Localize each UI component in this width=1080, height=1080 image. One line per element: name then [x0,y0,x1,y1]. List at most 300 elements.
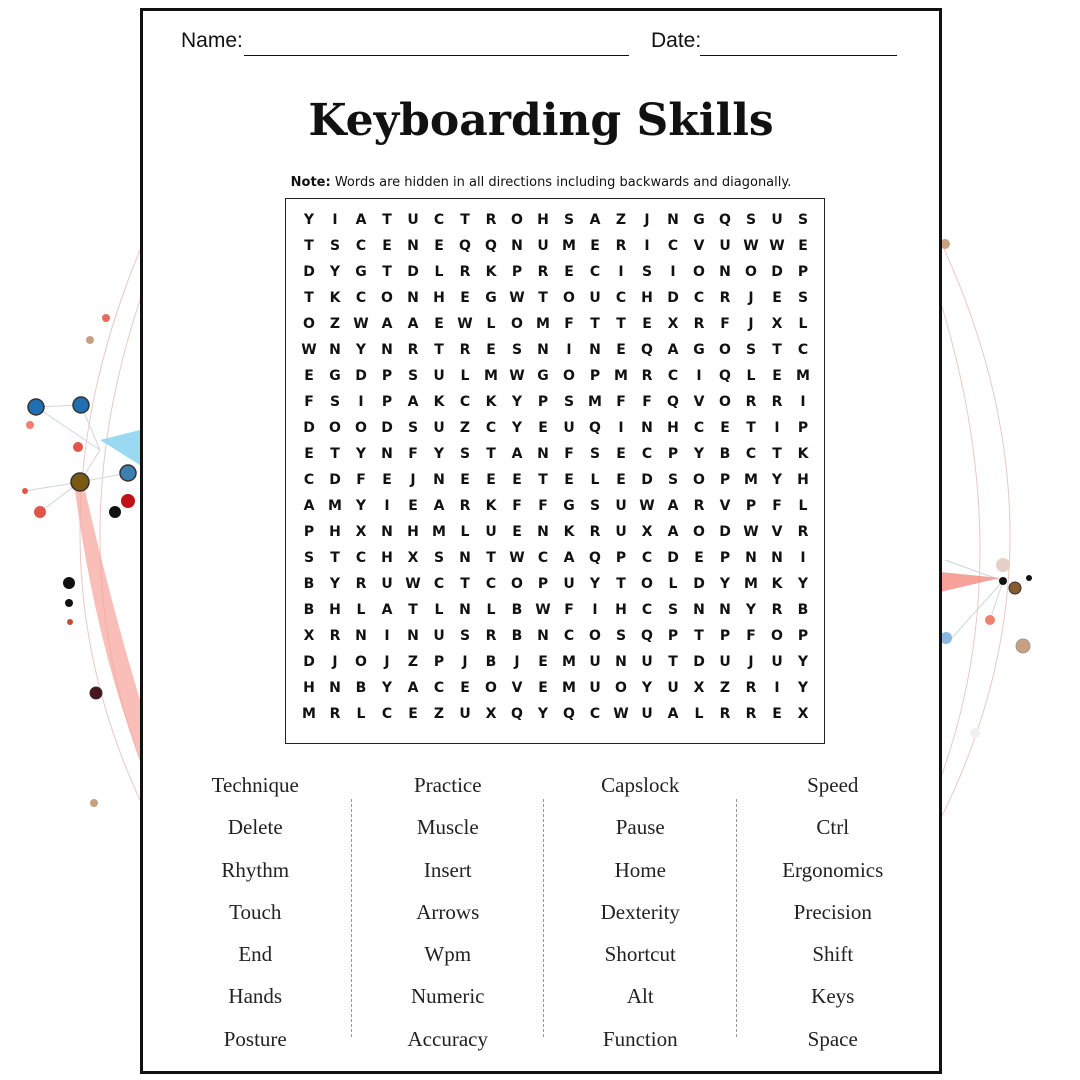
grid-letter[interactable]: T [746,420,756,436]
grid-letter[interactable]: P [615,550,627,566]
grid-letter[interactable]: I [644,238,650,254]
grid-letter[interactable]: P [719,628,731,644]
grid-letter[interactable]: E [798,238,808,254]
grid-letter[interactable]: U [641,706,653,722]
grid-letter[interactable]: T [408,602,418,618]
grid-letter[interactable]: U [771,212,783,228]
grid-letter[interactable]: D [667,550,679,566]
grid-letter[interactable]: G [537,368,549,384]
grid-letter[interactable]: N [667,212,679,228]
grid-letter[interactable]: N [407,290,419,306]
grid-letter[interactable]: J [332,654,338,670]
grid-letter[interactable]: U [719,238,731,254]
grid-letter[interactable]: F [408,446,418,462]
grid-letter[interactable]: L [356,602,366,618]
grid-letter[interactable]: Y [355,498,367,514]
grid-letter[interactable]: R [719,706,731,722]
grid-letter[interactable]: P [745,498,757,514]
grid-letter[interactable]: H [329,602,341,618]
grid-letter[interactable]: N [719,264,731,280]
grid-letter[interactable]: N [459,602,471,618]
grid-letter[interactable]: D [329,472,341,488]
grid-letter[interactable]: C [641,550,653,566]
grid-letter[interactable]: B [303,576,315,592]
grid-letter[interactable]: P [381,394,393,410]
grid-letter[interactable]: V [771,524,783,540]
grid-letter[interactable]: Y [693,446,705,462]
grid-letter[interactable]: W [405,576,421,592]
grid-letter[interactable]: U [563,420,575,436]
grid-letter[interactable]: P [303,524,315,540]
grid-letter[interactable]: Z [329,316,341,332]
grid-letter[interactable]: Y [797,576,809,592]
grid-letter[interactable]: I [618,420,624,436]
grid-letter[interactable]: V [511,680,523,696]
grid-letter[interactable]: O [719,394,731,410]
grid-letter[interactable]: O [511,316,523,332]
grid-letter[interactable]: O [745,264,757,280]
grid-letter[interactable]: V [719,498,731,514]
grid-letter[interactable]: P [537,394,549,410]
grid-letter[interactable]: F [538,498,548,514]
grid-letter[interactable]: T [434,342,444,358]
grid-letter[interactable]: W [613,706,629,722]
grid-letter[interactable]: U [589,654,601,670]
grid-letter[interactable]: R [641,368,653,384]
grid-letter[interactable]: V [693,238,705,254]
grid-letter[interactable]: N [329,680,341,696]
grid-letter[interactable]: A [511,446,523,462]
grid-letter[interactable]: F [304,394,314,410]
grid-letter[interactable]: D [693,576,705,592]
grid-letter[interactable]: T [460,212,470,228]
grid-letter[interactable]: E [512,472,522,488]
grid-letter[interactable]: P [797,264,809,280]
grid-letter[interactable]: U [407,212,419,228]
grid-letter[interactable]: T [694,628,704,644]
grid-letter[interactable]: S [511,342,523,358]
grid-letter[interactable]: R [797,524,809,540]
grid-letter[interactable]: R [459,264,471,280]
grid-letter[interactable]: S [745,212,757,228]
grid-letter[interactable]: P [589,368,601,384]
grid-letter[interactable]: N [615,654,627,670]
grid-letter[interactable]: T [772,446,782,462]
grid-letter[interactable]: J [644,212,650,228]
grid-letter[interactable]: P [511,264,523,280]
grid-letter[interactable]: U [719,654,731,670]
grid-letter[interactable]: B [511,602,523,618]
grid-letter[interactable]: M [744,472,758,488]
name-line[interactable] [244,55,629,56]
grid-letter[interactable]: W [509,550,525,566]
grid-letter[interactable]: M [744,576,758,592]
grid-letter[interactable]: T [486,446,496,462]
grid-letter[interactable]: P [797,420,809,436]
grid-letter[interactable]: M [562,238,576,254]
grid-letter[interactable]: P [537,576,549,592]
grid-letter[interactable]: A [667,342,679,358]
grid-letter[interactable]: L [460,524,470,540]
grid-letter[interactable]: E [304,368,314,384]
grid-letter[interactable]: D [771,264,783,280]
grid-letter[interactable]: F [746,628,756,644]
grid-letter[interactable]: Y [641,680,653,696]
grid-letter[interactable]: P [381,368,393,384]
grid-letter[interactable]: Q [641,342,653,358]
grid-letter[interactable]: D [667,290,679,306]
grid-letter[interactable]: N [329,342,341,358]
grid-letter[interactable]: M [588,394,602,410]
grid-letter[interactable]: M [796,368,810,384]
grid-letter[interactable]: K [771,576,783,592]
grid-letter[interactable]: K [329,290,341,306]
grid-letter[interactable]: C [433,212,445,228]
grid-letter[interactable]: K [485,264,497,280]
grid-letter[interactable]: A [589,212,601,228]
grid-letter[interactable]: Y [719,576,731,592]
grid-letter[interactable]: K [485,394,497,410]
grid-letter[interactable]: M [614,368,628,384]
grid-letter[interactable]: O [511,212,523,228]
grid-letter[interactable]: T [304,238,314,254]
grid-letter[interactable]: G [329,368,341,384]
grid-letter[interactable]: D [693,654,705,670]
grid-letter[interactable]: E [642,316,652,332]
grid-letter[interactable]: N [459,550,471,566]
grid-letter[interactable]: O [641,576,653,592]
grid-letter[interactable]: S [459,628,471,644]
grid-letter[interactable]: H [667,420,679,436]
grid-letter[interactable]: O [771,628,783,644]
grid-letter[interactable]: H [407,524,419,540]
grid-letter[interactable]: O [693,524,705,540]
grid-letter[interactable]: E [434,238,444,254]
grid-letter[interactable]: N [537,342,549,358]
grid-letter[interactable]: C [355,550,367,566]
grid-letter[interactable]: K [563,524,575,540]
grid-letter[interactable]: X [303,628,315,644]
grid-letter[interactable]: A [407,394,419,410]
grid-letter[interactable]: C [459,394,471,410]
grid-letter[interactable]: W [743,238,759,254]
grid-letter[interactable]: G [355,264,367,280]
grid-letter[interactable]: G [693,342,705,358]
grid-letter[interactable]: L [590,472,600,488]
grid-letter[interactable]: E [538,420,548,436]
grid-letter[interactable]: Y [797,680,809,696]
grid-letter[interactable]: K [485,498,497,514]
grid-letter[interactable]: Q [719,212,731,228]
grid-letter[interactable]: F [616,394,626,410]
grid-letter[interactable]: T [616,316,626,332]
grid-letter[interactable]: T [330,446,340,462]
grid-letter[interactable]: W [769,238,785,254]
grid-letter[interactable]: W [535,602,551,618]
grid-letter[interactable]: C [589,264,601,280]
grid-letter[interactable]: P [719,472,731,488]
grid-letter[interactable]: H [433,290,445,306]
grid-letter[interactable]: D [719,524,731,540]
grid-letter[interactable]: I [332,212,338,228]
grid-letter[interactable]: D [355,368,367,384]
grid-letter[interactable]: E [772,368,782,384]
grid-letter[interactable]: D [381,420,393,436]
grid-letter[interactable]: U [459,706,471,722]
grid-letter[interactable]: C [355,238,367,254]
grid-letter[interactable]: M [328,498,342,514]
grid-letter[interactable]: S [589,446,601,462]
grid-letter[interactable]: B [485,654,497,670]
grid-letter[interactable]: N [771,550,783,566]
grid-letter[interactable]: W [639,498,655,514]
grid-letter[interactable]: U [433,420,445,436]
grid-letter[interactable]: F [564,602,574,618]
grid-letter[interactable]: R [719,290,731,306]
grid-letter[interactable]: N [537,524,549,540]
grid-letter[interactable]: O [303,316,315,332]
grid-letter[interactable]: M [536,316,550,332]
grid-letter[interactable]: U [589,680,601,696]
grid-letter[interactable]: E [616,342,626,358]
grid-letter[interactable]: O [589,628,601,644]
grid-letter[interactable]: I [358,394,364,410]
grid-letter[interactable]: S [641,264,653,280]
grid-letter[interactable]: C [433,576,445,592]
grid-letter[interactable]: S [797,290,809,306]
grid-letter[interactable]: A [381,316,393,332]
grid-letter[interactable]: K [433,394,445,410]
grid-letter[interactable]: N [693,602,705,618]
grid-letter[interactable]: E [460,472,470,488]
grid-letter[interactable]: W [509,368,525,384]
grid-letter[interactable]: S [745,342,757,358]
grid-letter[interactable]: B [797,602,809,618]
grid-letter[interactable]: Q [641,628,653,644]
grid-letter[interactable]: N [355,628,367,644]
grid-letter[interactable]: O [719,342,731,358]
grid-letter[interactable]: Z [433,706,445,722]
grid-letter[interactable]: E [564,264,574,280]
grid-letter[interactable]: L [460,368,470,384]
grid-letter[interactable]: U [667,680,679,696]
grid-letter[interactable]: O [485,680,497,696]
grid-letter[interactable]: Q [589,420,601,436]
grid-letter[interactable]: I [566,342,572,358]
grid-letter[interactable]: C [693,290,705,306]
grid-letter[interactable]: D [303,264,315,280]
grid-letter[interactable]: C [797,342,809,358]
grid-letter[interactable]: J [748,654,754,670]
grid-letter[interactable]: R [771,394,783,410]
grid-letter[interactable]: U [615,524,627,540]
grid-letter[interactable]: E [538,680,548,696]
grid-letter[interactable]: U [433,368,445,384]
grid-letter[interactable]: L [668,576,678,592]
grid-letter[interactable]: T [486,550,496,566]
grid-letter[interactable]: N [719,602,731,618]
grid-letter[interactable]: Y [771,472,783,488]
grid-letter[interactable]: W [509,290,525,306]
grid-letter[interactable]: N [407,238,419,254]
grid-letter[interactable]: M [432,524,446,540]
grid-letter[interactable]: X [355,524,367,540]
grid-letter[interactable]: E [616,446,626,462]
grid-letter[interactable]: P [667,628,679,644]
grid-letter[interactable]: P [719,550,731,566]
grid-letter[interactable]: O [381,290,393,306]
grid-letter[interactable]: T [538,472,548,488]
grid-letter[interactable]: H [329,524,341,540]
grid-letter[interactable]: Q [589,550,601,566]
grid-letter[interactable]: C [433,680,445,696]
grid-letter[interactable]: Q [719,368,731,384]
grid-letter[interactable]: Q [511,706,523,722]
grid-letter[interactable]: R [693,498,705,514]
grid-letter[interactable]: E [694,550,704,566]
grid-letter[interactable]: T [330,550,340,566]
grid-letter[interactable]: X [641,524,653,540]
grid-letter[interactable]: T [590,316,600,332]
grid-letter[interactable]: I [800,394,806,410]
grid-letter[interactable]: V [693,394,705,410]
grid-letter[interactable]: E [720,420,730,436]
grid-letter[interactable]: S [407,420,419,436]
grid-letter[interactable]: E [382,238,392,254]
grid-letter[interactable]: H [641,290,653,306]
grid-letter[interactable]: P [797,628,809,644]
grid-letter[interactable]: E [772,706,782,722]
grid-letter[interactable]: E [564,472,574,488]
grid-letter[interactable]: R [485,628,497,644]
grid-letter[interactable]: R [459,342,471,358]
grid-letter[interactable]: O [355,654,367,670]
grid-letter[interactable]: N [407,628,419,644]
grid-letter[interactable]: R [537,264,549,280]
grid-letter[interactable]: O [693,472,705,488]
grid-letter[interactable]: D [303,654,315,670]
grid-letter[interactable]: A [433,498,445,514]
grid-letter[interactable]: J [748,316,754,332]
grid-letter[interactable]: W [457,316,473,332]
grid-letter[interactable]: C [485,420,497,436]
grid-letter[interactable]: H [303,680,315,696]
grid-letter[interactable]: T [304,290,314,306]
grid-letter[interactable]: L [356,706,366,722]
grid-letter[interactable]: S [667,472,679,488]
grid-letter[interactable]: X [771,316,783,332]
grid-letter[interactable]: R [745,706,757,722]
grid-letter[interactable]: R [485,212,497,228]
grid-letter[interactable]: I [800,550,806,566]
grid-letter[interactable]: Z [615,212,627,228]
grid-letter[interactable]: E [460,680,470,696]
grid-letter[interactable]: L [798,498,808,514]
grid-letter[interactable]: E [434,316,444,332]
grid-letter[interactable]: S [329,394,341,410]
grid-letter[interactable]: F [564,446,574,462]
grid-letter[interactable]: K [797,446,809,462]
grid-letter[interactable]: P [433,654,445,670]
grid-letter[interactable]: F [642,394,652,410]
grid-letter[interactable]: S [615,628,627,644]
grid-letter[interactable]: Q [563,706,575,722]
grid-letter[interactable]: Z [459,420,471,436]
grid-letter[interactable]: C [745,446,757,462]
grid-letter[interactable]: T [382,212,392,228]
grid-letter[interactable]: X [667,316,679,332]
grid-letter[interactable]: I [618,264,624,280]
grid-letter[interactable]: S [589,498,601,514]
grid-letter[interactable]: S [667,602,679,618]
grid-letter[interactable]: A [407,316,419,332]
grid-letter[interactable]: A [667,524,679,540]
grid-letter[interactable]: L [434,602,444,618]
grid-letter[interactable]: S [433,550,445,566]
grid-letter[interactable]: U [615,498,627,514]
grid-letter[interactable]: B [303,602,315,618]
grid-letter[interactable]: C [641,446,653,462]
grid-letter[interactable]: C [667,238,679,254]
grid-letter[interactable]: G [563,498,575,514]
grid-letter[interactable]: R [407,342,419,358]
grid-letter[interactable]: N [537,446,549,462]
grid-letter[interactable]: H [381,550,393,566]
grid-letter[interactable]: Y [329,264,341,280]
grid-letter[interactable]: S [407,368,419,384]
grid-letter[interactable]: B [355,680,367,696]
grid-letter[interactable]: O [355,420,367,436]
grid-letter[interactable]: U [589,290,601,306]
grid-letter[interactable]: L [694,706,704,722]
grid-letter[interactable]: F [772,498,782,514]
grid-letter[interactable]: W [353,316,369,332]
grid-letter[interactable]: F [720,316,730,332]
grid-letter[interactable]: D [407,264,419,280]
grid-letter[interactable]: T [772,342,782,358]
grid-letter[interactable]: P [667,446,679,462]
grid-letter[interactable]: F [356,472,366,488]
grid-letter[interactable]: X [797,706,809,722]
grid-letter[interactable]: J [514,654,520,670]
grid-letter[interactable]: E [486,472,496,488]
grid-letter[interactable]: E [512,524,522,540]
grid-letter[interactable]: N [745,550,757,566]
grid-letter[interactable]: Y [511,394,523,410]
grid-letter[interactable]: H [797,472,809,488]
grid-letter[interactable]: R [355,576,367,592]
grid-letter[interactable]: L [434,264,444,280]
grid-letter[interactable]: W [743,524,759,540]
grid-letter[interactable]: X [485,706,497,722]
grid-letter[interactable]: O [615,680,627,696]
grid-letter[interactable]: Y [537,706,549,722]
grid-letter[interactable]: C [667,368,679,384]
grid-letter[interactable]: C [693,420,705,436]
grid-letter[interactable]: A [381,602,393,618]
grid-letter[interactable]: S [459,446,471,462]
grid-letter[interactable]: A [563,550,575,566]
grid-letter[interactable]: J [748,290,754,306]
grid-letter[interactable]: A [355,212,367,228]
grid-letter[interactable]: S [563,212,575,228]
grid-letter[interactable]: R [459,498,471,514]
grid-letter[interactable]: C [355,290,367,306]
grid-letter[interactable]: U [771,654,783,670]
grid-letter[interactable]: R [329,706,341,722]
grid-letter[interactable]: S [329,238,341,254]
grid-letter[interactable]: T [616,576,626,592]
